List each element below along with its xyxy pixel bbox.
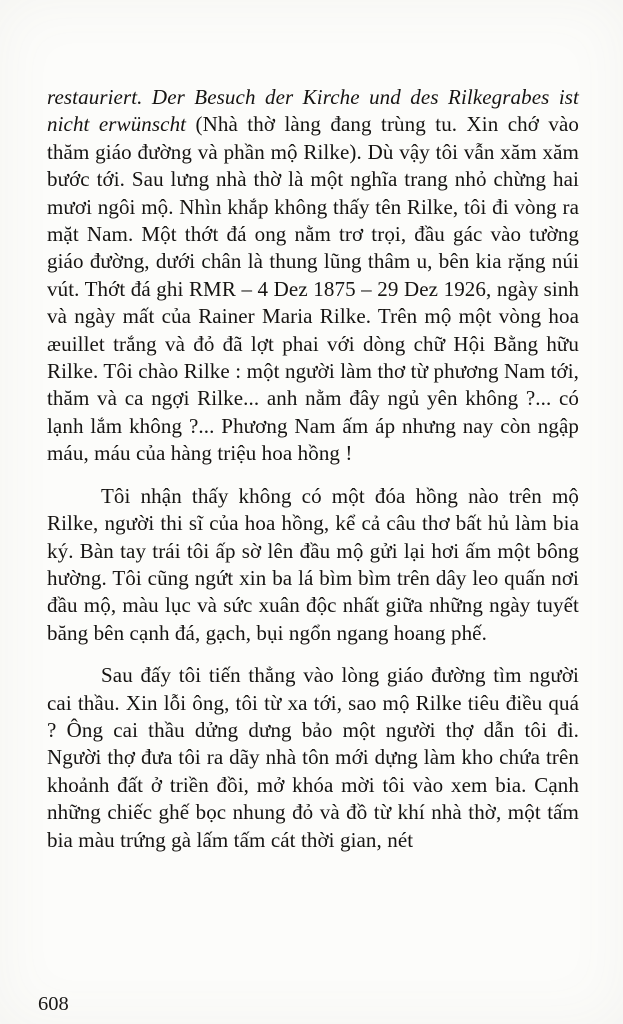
paragraph-third-text: Sau đấy tôi tiến thẳng vào lòng giáo đường tìm người cai thầu. Xin lỗi ông, tôi từ xa tới, sao mộ Rilke tiêu điều quá ? Ông cai thầu dửng dưng bảo một người thợ dẫn tôi đi. Người thợ đưa tôi ra dãy nhà tôn mới dựng làm kho chứa trên khoảnh đất ở triền đồi, mở khóa mời tôi vào xem bia. Cạnh những chiếc ghế bọc nhung đỏ và đồ từ khí nhà thờ, một tấm bia màu trứng gà lấm tấm cát thời gian, nét (47, 663, 579, 852)
paragraph-opening (47, 84, 579, 468)
paragraph-second-text: Tôi nhận thấy không có một đóa hồng nào trên mộ Rilke, người thi sĩ của hoa hồng, kể cả câu thơ bất hủ làm bia ký. Bàn tay trái tôi ấp sờ lên đầu mộ gửi lại hơi ấm một bông hường. Tôi cũng ngứt xin ba lá bìm bìm trên dây leo quấn nơi đầu mộ, màu lục và sức xuân độc nhất giữa những ngày tuyết băng bên cạnh đá, gạch, bụi ngổn ngang hoang phế. (47, 483, 579, 645)
paragraph-third (47, 662, 579, 854)
german-italic-phrase: restauriert. Der Besuch der Kirche und des Rilkegrabes ist nicht erwünscht (47, 85, 579, 137)
page-text-block (47, 84, 579, 854)
page-number: 608 (38, 993, 69, 1015)
paragraph-second (47, 483, 579, 647)
paragraph-opening-text: (Nhà thờ làng đang trùng tu. Xin chớ vào thăm giáo đường và phần mộ Rilke). Dù vậy tôi vẫn xăm xăm bước tới. Sau lưng nhà thờ là một nghĩa trang nhỏ chừng hai mươi ngôi mộ. Nhìn khắp không thấy tên Rilke, tôi đi vòng ra mặt Nam. Một thớt đá ong nằm trơ trọi, đầu gác vào tường giáo đường, dưới chân là thung lũng thâm u, bên kia rặng núi vút. Thớt đá ghi RMR – 4 Dez 1875 – 29 Dez 1926, ngày sinh và ngày mất của Rainer Maria Rilke. Trên mộ một vòng hoa æuillet trắng và đỏ đã lợt phai với dòng chữ Hội Bằng hữu Rilke. Tôi chào Rilke : một người làm thơ từ phương Nam tới, thăm và ca ngợi Rilke... anh nằm đây ngủ yên không ?... có lạnh lắm không ?... Phương Nam ấm áp nhưng nay còn ngập máu, máu của hàng triệu hoa hồng ! (47, 112, 579, 466)
